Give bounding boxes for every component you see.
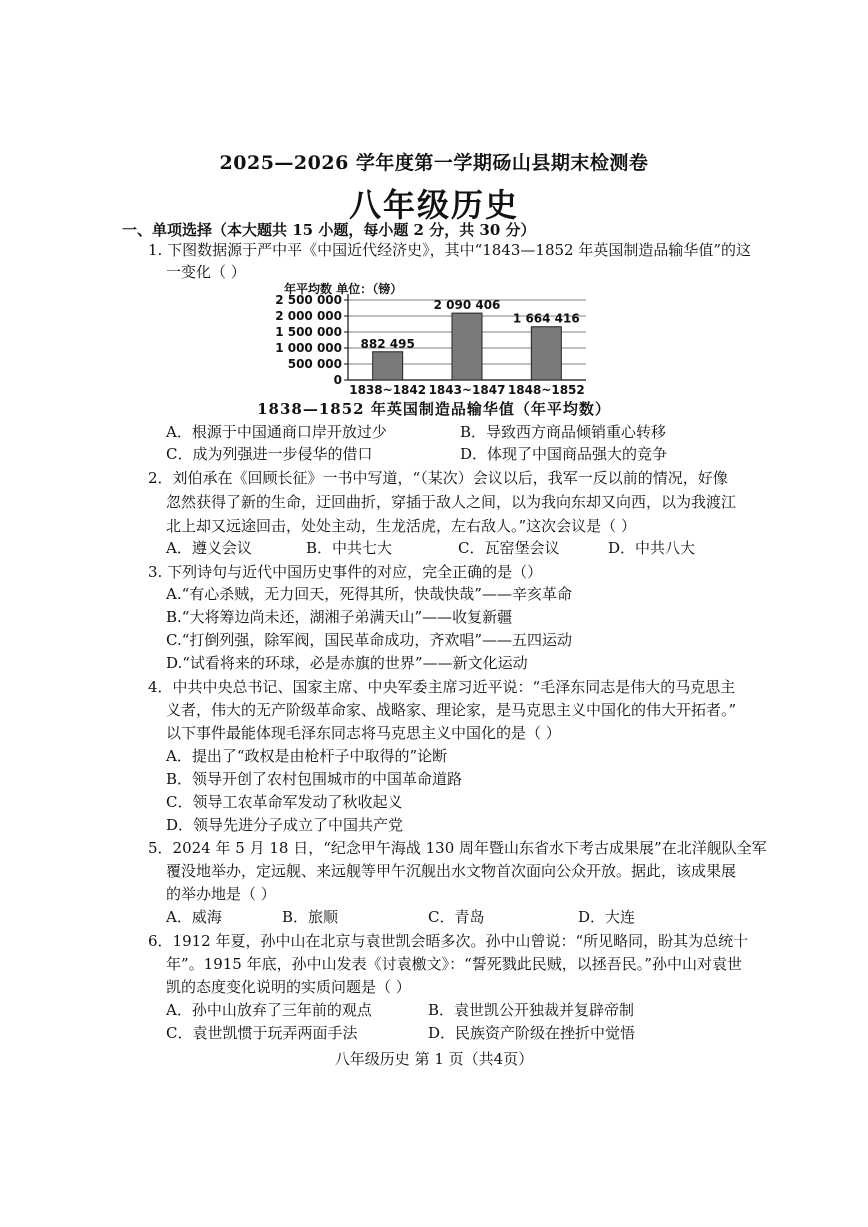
q5-option-b: B．旅顺 — [282, 908, 339, 926]
chart-category-label: 1848~1852 — [507, 383, 585, 397]
q3-option-d: D.“试看将来的环球，必是赤旗的世界”——新文化运动 — [166, 654, 528, 672]
q4-line-1: 4．中共中央总书记、国家主席、中央军委主席习近平说：“毛泽东同志是伟大的马克思主 — [148, 678, 736, 696]
chart-bar — [531, 327, 561, 380]
chart-ytick-label: 500 000 — [287, 357, 342, 371]
q1-line-1: 1. 下图数据源于严中平《中国近代经济史》，其中“1843—1852 年英国制造品输华值”的这 — [148, 241, 752, 259]
q1-line-2: 一变化（ ） — [166, 263, 246, 281]
chart-svg — [236, 276, 596, 416]
q2-line-3: 北上却又远途回击，处处主动，生龙活虎，左右敌人。”这次会议是（ ） — [166, 517, 636, 535]
q4-line-2: 义者，伟大的无产阶级革命家、战略家、理论家，是马克思主义中国化的伟大开拓者。” — [166, 701, 737, 719]
chart-ytick-label: 0 — [333, 373, 342, 387]
q1-option-b: B．导致西方商品倾销重心转移 — [460, 423, 667, 441]
q4-option-a: A．提出了“政权是由枪杆子中取得的”论断 — [166, 747, 448, 765]
chart-category-label: 1838~1842 — [349, 383, 427, 397]
q5-line-3: 的举办地是（ ） — [166, 885, 276, 903]
q6-option-d: D．民族资产阶级在挫折中觉悟 — [428, 1024, 636, 1042]
q4-option-d: D．领导先进分子成立了中国共产党 — [166, 816, 404, 834]
q3-line-1: 3. 下列诗句与近代中国历史事件的对应，完全正确的是（） — [148, 563, 543, 581]
q4-option-b: B．领导开创了农村包围城市的中国革命道路 — [166, 770, 463, 788]
exam-title: 八年级历史 — [348, 186, 519, 224]
chart-bar — [452, 313, 482, 380]
exam-subtitle: 2025—2026 学年度第一学期砀山县期末检测卷 — [219, 152, 649, 174]
chart-unit: 单位：（镑） — [336, 282, 403, 296]
chart-category-label: 1843~1847 — [428, 383, 506, 397]
q2-option-b: B．中共七大 — [306, 539, 393, 557]
chart-value-label: 882 495 — [360, 336, 415, 351]
section-heading: 一、单项选择（本大题共 15 小题，每小题 2 分，共 30 分） — [122, 221, 536, 239]
chart-ylabel: 年平均数 — [284, 282, 333, 296]
q4-option-c: C．领导工农革命军发动了秋收起义 — [166, 793, 403, 811]
q6-line-2: 年”。1915 年底，孙中山发表《讨袁檄文》：“誓死戮此民贼，以拯吾民。”孙中山对袁世 — [166, 955, 742, 973]
chart-title: 1838—1852 年英国制造品输华值（年平均数） — [257, 400, 611, 418]
q6-line-3: 凯的态度变化说明的实质问题是（ ） — [166, 978, 411, 996]
q2-line-1: 2．刘伯承在《回顾长征》一书中写道，“（某次）会议以后，我军一反以前的情况，好像 — [148, 469, 728, 487]
chart-value-label: 2 090 406 — [433, 298, 501, 313]
q5-line-1: 5．2024 年 5 月 18 日，“纪念甲午海战 130 周年暨山东省水下考古成果展”在北洋舰队全军 — [148, 839, 767, 857]
chart-ytick-label: 2 000 000 — [275, 309, 342, 323]
q4-line-3: 以下事件最能体现毛泽东同志将马克思主义中国化的是（ ） — [166, 724, 561, 742]
chart-ytick-label: 1 000 000 — [275, 341, 342, 355]
q3-option-a: A.“有心杀贼，无力回天，死得其所，快哉快哉”——辛亥革命 — [166, 585, 572, 603]
q1-option-d: D．体现了中国商品强大的竞争 — [460, 445, 668, 463]
chart-bar — [373, 352, 403, 380]
q2-option-a: A．遵义会议 — [166, 539, 252, 557]
q6-option-a: A．孙中山放弃了三年前的观点 — [166, 1001, 372, 1019]
q5-option-a: A．威海 — [166, 908, 222, 926]
q2-option-d: D．中共八大 — [608, 539, 696, 557]
q6-option-b: B．袁世凯公开独裁并复辟帝制 — [428, 1001, 635, 1019]
q6-line-1: 6．1912 年夏，孙中山在北京与袁世凯会晤多次。孙中山曾说：“所见略同，盼其为总统十 — [148, 932, 749, 950]
export-chart — [236, 276, 596, 416]
q6-option-c: C．袁世凯惯于玩弄两面手法 — [166, 1024, 358, 1042]
q1-option-a: A．根源于中国通商口岸开放过少 — [166, 423, 387, 441]
page-footer: 八年级历史 第 1 页（共4页） — [334, 1050, 534, 1068]
chart-ytick-label: 2 500 000 — [275, 293, 342, 307]
q5-option-c: C．青岛 — [428, 908, 485, 926]
q3-option-b: B.“大将筹边尚未还，湖湘子弟满天山”——收复新疆 — [166, 608, 513, 626]
q1-option-c: C．成为列强进一步侵华的借口 — [166, 445, 373, 463]
q2-line-2: 忽然获得了新的生命，迂回曲折，穿插于敌人之间，以为我向东却又向西，以为我渡江 — [166, 493, 737, 511]
q5-line-2: 覆没地举办，定远舰、来远舰等甲午沉舰出水文物首次面向公众开放。据此，该成果展 — [166, 862, 737, 880]
q2-option-c: C．瓦窑堡会议 — [458, 539, 560, 557]
q3-option-c: C.“打倒列强，除军阀，国民革命成功，齐欢唱”——五四运动 — [166, 631, 573, 649]
chart-value-label: 1 664 416 — [512, 311, 580, 326]
chart-ytick-label: 1 500 000 — [275, 325, 342, 339]
q5-option-d: D．大连 — [578, 908, 636, 926]
